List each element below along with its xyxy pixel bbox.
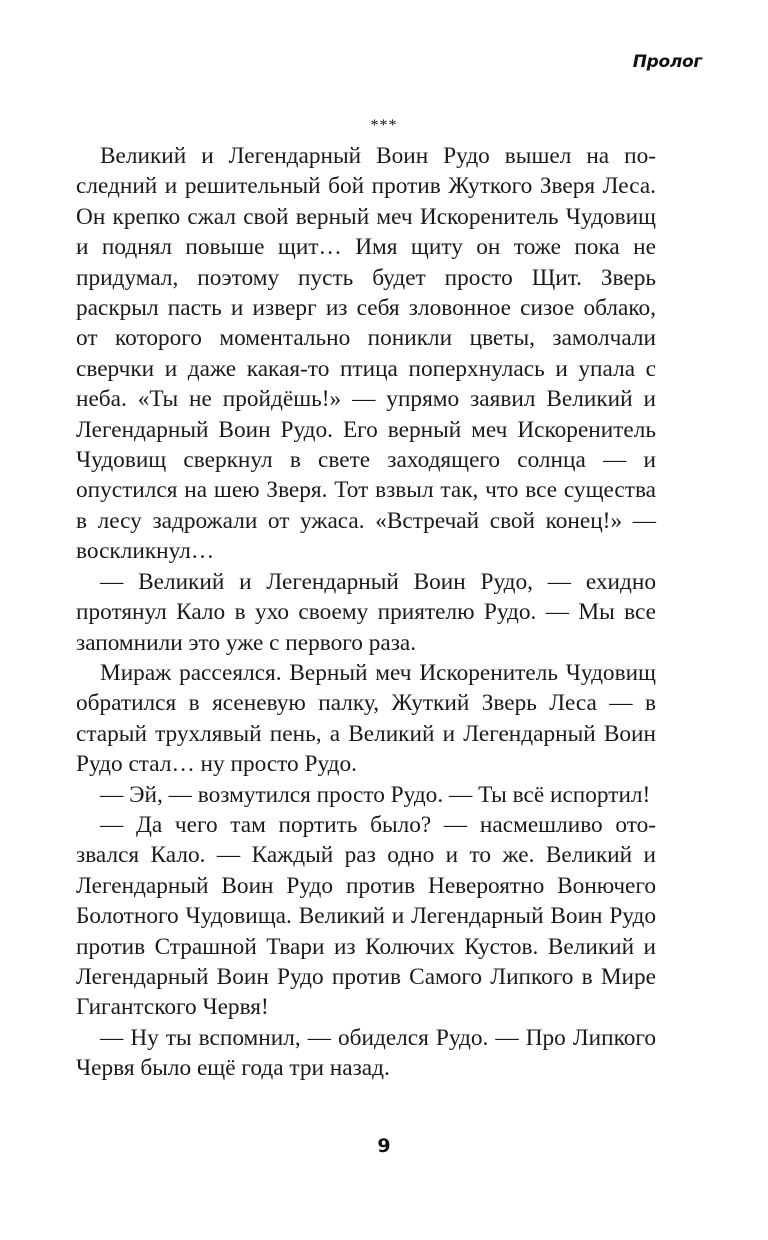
paragraph: — Эй, — возмутился просто Рудо. — Ты всё испортил!	[100, 781, 651, 808]
paragraph: Мираж рассеялся. Верный меч Искоренитель Чудовищ обратился в ясеневую палку, Жуткий Зверь Леса — в старый трухлявый пень, а Великий и Легендарный Воин Рудо стал… ну просто Рудо.	[76, 659, 656, 778]
running-header-title: Пролог	[632, 52, 702, 72]
page-number: 9	[377, 1135, 391, 1157]
paragraph: — Да чего там портить было? — насмешливо отозвался Кало. — Каждый раз одно и то же. Великий и Легендарный Воин Рудо против Невероятно Вонючего Болотного Чудовища. Великий и Легендарный Воин Рудо против Страшной Твари из Колючих Кустов. Великий и Легендарный Воин Рудо против Самого Липкого в Мире Гигантского Червя!	[76, 811, 656, 1021]
paragraph: — Великий и Легендарный Воин Рудо, — ехидно протянул Кало в ухо своему приятелю Рудо. — Мы все запомнили это уже с первого раза.	[76, 568, 656, 656]
section-separator: ***	[370, 117, 398, 134]
paragraph: Великий и Легендарный Воин Рудо вышел на последний и решительный бой против Жуткого Зверя Леса. Он крепко сжал свой верный меч Искоренитель Чудовищ и поднял повыше щит… Имя щиту он тоже пока не придумал, поэтому пусть будет просто Щит. Зверь раскрыл пасть и изверг из себя зловонное сизое облако, от которого моментально поникли цветы, замолчали сверчки и даже какая-то птица поперхнулась и упала с неба. «Ты не пройдёшь!» — упрямо заявил Великий и Легендарный Воин Рудо. Его верный меч Искоренитель Чудовищ сверкнул в свете заходящего солнца — и опустился на шею Зверя. Тот взвыл так, что все существа в лесу задрожали от ужаса. «Встречай свой конец!» — воскликнул…	[76, 143, 656, 565]
body-text	[76, 141, 656, 1084]
paragraph: — Ну ты вспомнил, — обиделся Рудо. — Про Липкого Червя было ещё года три назад.	[76, 1024, 656, 1082]
